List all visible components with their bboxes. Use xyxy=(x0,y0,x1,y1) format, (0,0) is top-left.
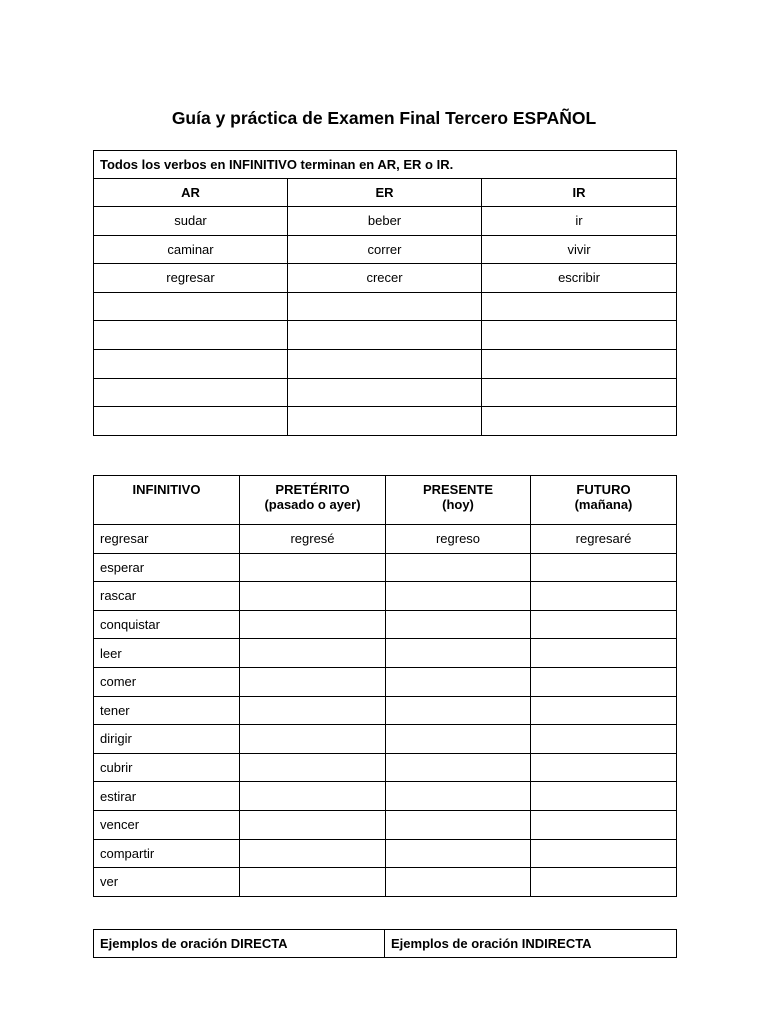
table-intro-text: Todos los verbos en INFINITIVO terminan en AR, ER o IR. xyxy=(94,151,677,179)
header-preterito xyxy=(240,476,386,525)
conjugation-cell xyxy=(386,782,531,811)
page-title: Guía y práctica de Examen Final Tercero ESPAÑOL xyxy=(171,108,597,128)
sentence-examples-table xyxy=(93,929,677,958)
conjugation-cell xyxy=(240,839,386,868)
table-row xyxy=(94,349,677,378)
header-futuro xyxy=(531,476,677,525)
table-row xyxy=(94,753,677,782)
verb-cell: tener xyxy=(94,696,240,725)
header-sub: (hoy) xyxy=(442,497,474,512)
conjugation-cell xyxy=(386,639,531,668)
table-row xyxy=(94,264,677,293)
verb-cell: cubrir xyxy=(94,753,240,782)
conjugation-cell xyxy=(531,725,677,754)
header-er: ER xyxy=(288,179,482,207)
table-cell xyxy=(482,349,677,378)
conjugation-cell xyxy=(531,696,677,725)
conjugation-cell: regresaré xyxy=(531,525,677,554)
conjugation-cell: regresé xyxy=(240,525,386,554)
verb-cell: comer xyxy=(94,667,240,696)
table-cell xyxy=(94,407,288,436)
conjugation-cell xyxy=(531,782,677,811)
conjugation-cell xyxy=(531,553,677,582)
conjugation-cell xyxy=(531,639,677,668)
table-cell xyxy=(482,407,677,436)
conjugation-cell xyxy=(531,610,677,639)
conjugation-cell xyxy=(240,782,386,811)
conjugation-cell xyxy=(531,753,677,782)
conjugation-cell xyxy=(386,696,531,725)
verb-cell: rascar xyxy=(94,582,240,611)
table-cell xyxy=(94,321,288,350)
table-cell: beber xyxy=(288,207,482,236)
header-sub: (mañana) xyxy=(574,497,633,512)
table-cell xyxy=(482,321,677,350)
table-cell: correr xyxy=(288,235,482,264)
table-row xyxy=(94,696,677,725)
table-cell xyxy=(288,292,482,321)
conjugation-cell xyxy=(386,582,531,611)
table-cell: sudar xyxy=(94,207,288,236)
header-directa: Ejemplos de oración DIRECTA xyxy=(94,930,385,958)
table-intro-row xyxy=(94,151,677,179)
conjugation-cell xyxy=(240,810,386,839)
table-row xyxy=(94,407,677,436)
table-cell xyxy=(94,292,288,321)
table-cell xyxy=(482,292,677,321)
header-presente xyxy=(386,476,531,525)
table-row xyxy=(94,525,677,554)
conjugation-cell xyxy=(240,753,386,782)
table-row xyxy=(94,235,677,264)
table-cell: ir xyxy=(482,207,677,236)
table-cell xyxy=(288,321,482,350)
verb-cell: vencer xyxy=(94,810,240,839)
table-header-row xyxy=(94,179,677,207)
conjugation-cell: regreso xyxy=(386,525,531,554)
conjugation-cell xyxy=(386,753,531,782)
infinitive-endings-table xyxy=(93,150,677,436)
header-ar: AR xyxy=(94,179,288,207)
conjugation-cell xyxy=(386,839,531,868)
table-cell: vivir xyxy=(482,235,677,264)
table-cell xyxy=(94,349,288,378)
conjugation-cell xyxy=(240,639,386,668)
table-cell: caminar xyxy=(94,235,288,264)
conjugation-cell xyxy=(531,868,677,897)
conjugation-cell xyxy=(386,810,531,839)
header-main: FUTURO xyxy=(576,482,631,497)
conjugation-cell xyxy=(240,696,386,725)
verb-cell: leer xyxy=(94,639,240,668)
header-main: PRETÉRITO xyxy=(275,482,350,497)
table-row xyxy=(94,321,677,350)
table-row xyxy=(94,782,677,811)
table-cell xyxy=(94,378,288,407)
conjugation-cell xyxy=(386,610,531,639)
conjugation-cell xyxy=(531,839,677,868)
conjugation-cell xyxy=(240,553,386,582)
table-cell: crecer xyxy=(288,264,482,293)
verb-cell: esperar xyxy=(94,553,240,582)
table-header-row xyxy=(94,476,677,525)
table-cell xyxy=(482,378,677,407)
table-row xyxy=(94,810,677,839)
table-cell xyxy=(288,407,482,436)
conjugation-cell xyxy=(240,610,386,639)
table-cell xyxy=(288,349,482,378)
conjugation-cell xyxy=(386,868,531,897)
header-sub: (pasado o ayer) xyxy=(264,497,361,512)
table-row xyxy=(94,292,677,321)
table-row xyxy=(94,667,677,696)
verb-cell: regresar xyxy=(94,525,240,554)
table-row xyxy=(94,610,677,639)
table-row xyxy=(94,639,677,668)
conjugation-cell xyxy=(531,582,677,611)
table-header-row xyxy=(94,930,677,958)
table-row xyxy=(94,582,677,611)
verb-cell: ver xyxy=(94,868,240,897)
table-row xyxy=(94,868,677,897)
conjugation-cell xyxy=(240,582,386,611)
conjugation-cell xyxy=(531,810,677,839)
table-cell: regresar xyxy=(94,264,288,293)
table-row xyxy=(94,725,677,754)
conjugation-cell xyxy=(386,553,531,582)
header-main: INFINITIVO xyxy=(132,482,201,497)
table-row xyxy=(94,207,677,236)
conjugation-cell xyxy=(240,725,386,754)
table-row xyxy=(94,553,677,582)
verb-cell: dirigir xyxy=(94,725,240,754)
conjugation-cell xyxy=(386,725,531,754)
verb-cell: conquistar xyxy=(94,610,240,639)
conjugation-cell xyxy=(240,868,386,897)
conjugation-cell xyxy=(240,667,386,696)
verb-cell: estirar xyxy=(94,782,240,811)
table-cell xyxy=(288,378,482,407)
table-cell: escribir xyxy=(482,264,677,293)
header-infinitivo xyxy=(94,476,240,525)
header-indirecta: Ejemplos de oración INDIRECTA xyxy=(385,930,677,958)
table-row xyxy=(94,378,677,407)
table-row xyxy=(94,839,677,868)
verb-cell: compartir xyxy=(94,839,240,868)
header-main: PRESENTE xyxy=(422,482,494,497)
conjugation-cell xyxy=(386,667,531,696)
header-ir: IR xyxy=(482,179,677,207)
conjugation-cell xyxy=(531,667,677,696)
conjugation-table xyxy=(93,475,677,897)
